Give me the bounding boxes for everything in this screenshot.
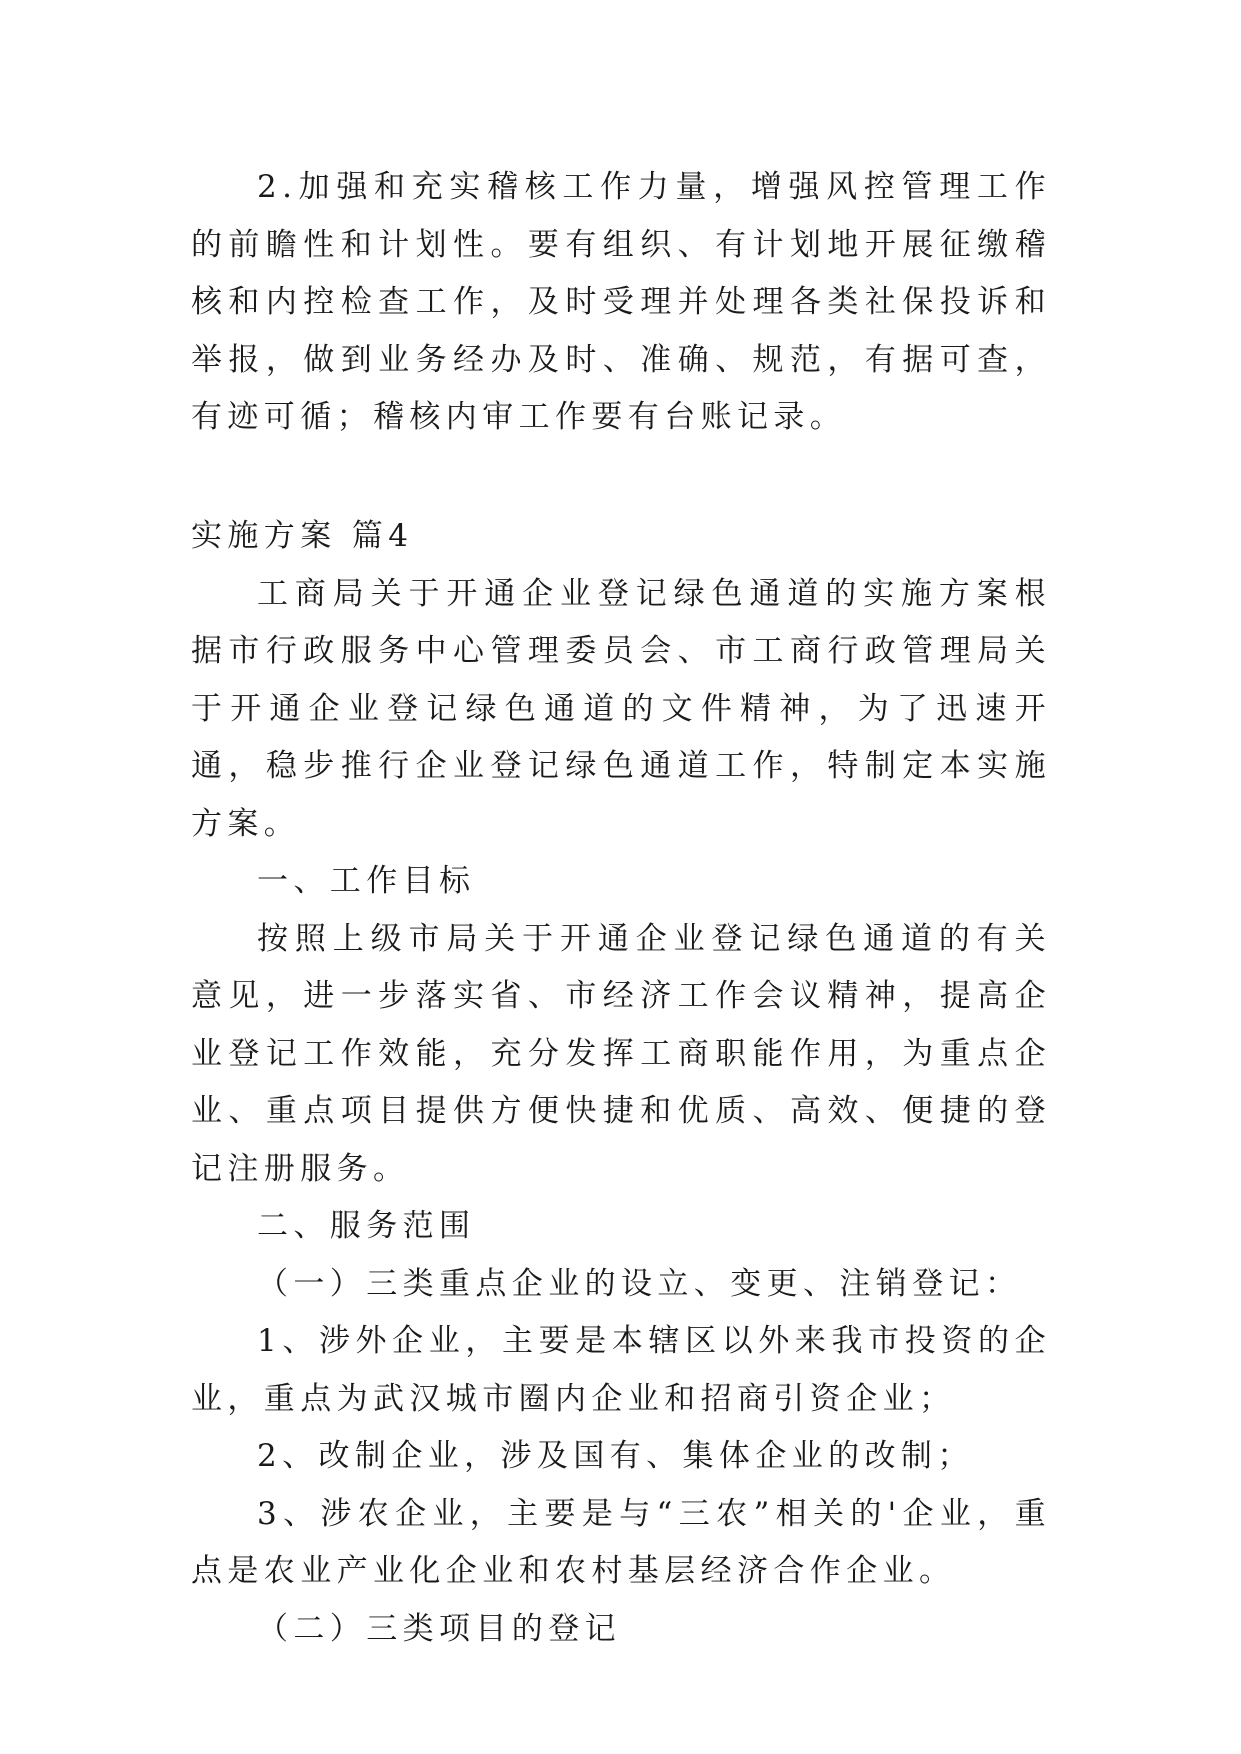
paragraph-intro: 工商局关于开通企业登记绿色通道的实施方案根据市行政服务中心管理委员会、市工商行政管理局关于开通企业登记绿色通道的文件精神，为了迅速开通，稳步推行企业登记绿色通道工作，特制定本实施方案。 xyxy=(191,575,1051,842)
section-heading: 实施方案 篇4 xyxy=(191,518,414,554)
top-section xyxy=(191,159,1051,447)
paragraph-staffing: 2.加强和充实稽核工作力量，增强风控管理工作的前瞻性和计划性。要有组织、有计划地开展征缴稽核和内控检查工作，及时受理并处理各类社保投诉和举报，做到业务经办及时、准确、规范，有据可查，有迹可循；稽核内审工作要有台账记录。 xyxy=(191,169,1051,435)
heading-work-goal: 一、工作目标 xyxy=(257,863,476,899)
list-item-foreign-enterprise: 1、涉外企业，主要是本辖区以外来我市投资的企业，重点为武汉城市圈内企业和招商引资企业； xyxy=(191,1323,1051,1417)
subheading-three-projects: （二）三类项目的登记 xyxy=(257,1610,621,1647)
subheading-three-enterprises: （一）三类重点企业的设立、变更、注销登记： xyxy=(257,1265,1022,1302)
list-item-restructured-enterprise: 2、改制企业，涉及国有、集体企业的改制； xyxy=(257,1438,974,1474)
list-item-agricultural-enterprise: 3、涉农企业，主要是与“三农”相关的'企业，重点是农业产业化企业和农村基层经济合作企业。 xyxy=(191,1495,1051,1589)
heading-service-scope: 二、服务范围 xyxy=(257,1208,476,1244)
section-4 xyxy=(191,508,1051,1658)
paragraph-work-goal: 按照上级市局关于开通企业登记绿色通道的有关意见，进一步落实省、市经济工作会议精神，提高企业登记工作效能，充分发挥工商职能作用，为重点企业、重点项目提供方便快捷和优质、高效、便捷的登记注册服务。 xyxy=(191,920,1051,1187)
